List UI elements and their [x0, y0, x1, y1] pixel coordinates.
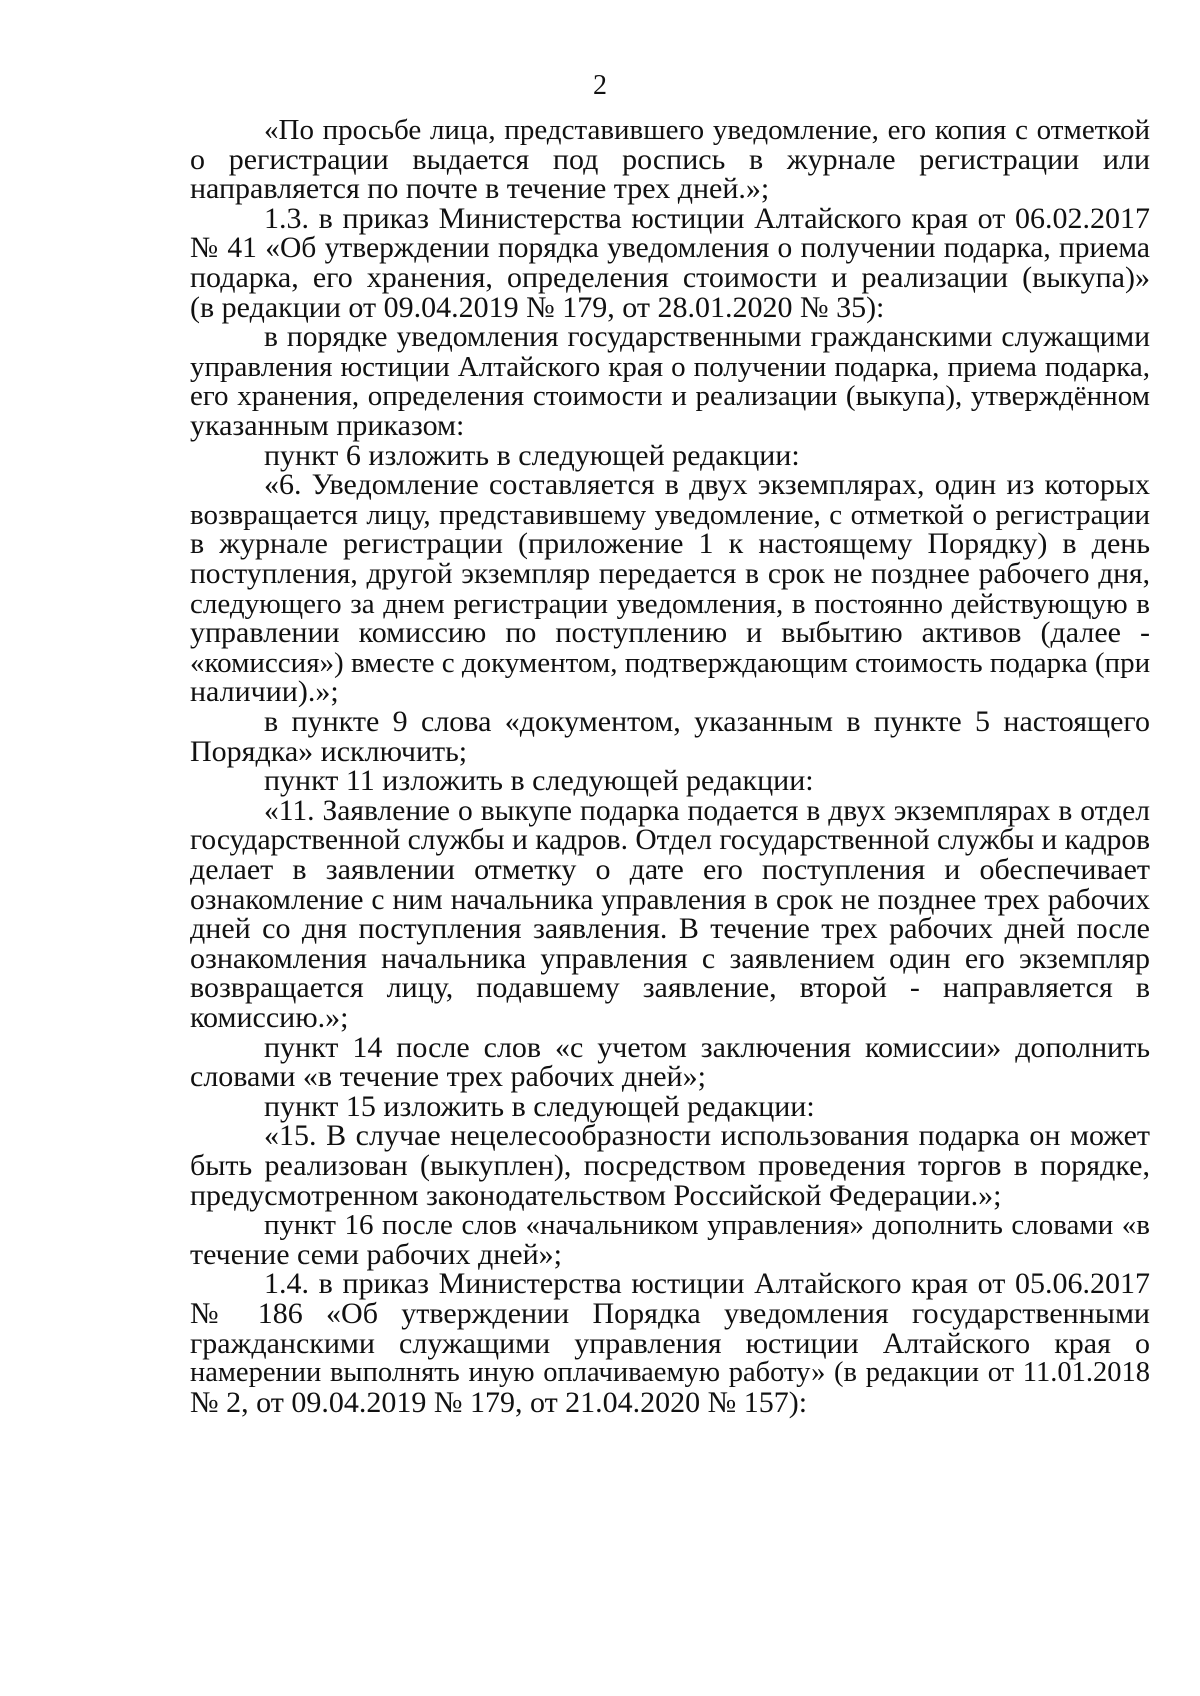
text-line: следующего за днем регистрации уведомления, в постоянно действующую в: [190, 587, 1150, 620]
text-line: пункт 16 после слов «начальником управления» дополнить словами «в: [264, 1209, 1150, 1242]
text-line: № 186 «Об утверждении Порядка уведомления государственными: [190, 1297, 1150, 1330]
text-line: пункт 11 изложить в следующей редакции:: [264, 764, 814, 798]
text-line: «15. В случае нецелесообразности использования подарка он может: [264, 1119, 1150, 1153]
text-line: в журнале регистрации (приложение 1 к настоящему Порядку) в день: [190, 527, 1150, 561]
text-line: № 2, от 09.04.2019 № 179, от 21.04.2020 № 157):: [190, 1385, 808, 1419]
text-line: указанным приказом:: [190, 409, 465, 442]
text-line: гражданскими служащими управления юстиции Алтайского края о: [190, 1326, 1150, 1360]
text-line: возвращается лицу, представившему уведомление, с отметкой о регистрации: [190, 498, 1150, 531]
text-line: управления юстиции Алтайского края о получении подарка, приема подарка,: [190, 350, 1150, 383]
text-line: намерении выполнять иную оплачиваемую работу» (в редакции от 11.01.2018: [190, 1357, 1150, 1389]
text-line: поступления, другой экземпляр передается в срок не позднее рабочего дня,: [190, 558, 1150, 590]
text-line: пункт 6 изложить в следующей редакции:: [264, 438, 800, 472]
text-line: течение семи рабочих дней»;: [190, 1237, 563, 1271]
text-line: (в редакции от 09.04.2019 № 179, от 28.01.2020 № 35):: [190, 290, 885, 324]
text-line: № 41 «Об утверждении порядка уведомления о получении подарка, приема: [190, 232, 1150, 265]
text-line: направляется по почте в течение трех дней.»;: [190, 172, 770, 206]
text-line: в пункте 9 слова «документом, указанным в пункте 5 настоящего: [264, 705, 1150, 738]
text-line: пункт 14 после слов «с учетом заключения комиссии» дополнить: [264, 1030, 1150, 1064]
text-line: пункт 15 изложить в следующей редакции:: [264, 1089, 815, 1123]
text-line: комиссию.»;: [190, 1001, 349, 1034]
text-line: делает в заявлении отметку о дате его поступления и обеспечивает: [190, 853, 1150, 886]
text-line: предусмотренном законодательством Российской Федерации.»;: [190, 1178, 1002, 1212]
text-line: «11. Заявление о выкупе подарка подается в двух экземплярах в отдел: [264, 794, 1150, 827]
text-line: «По просьбе лица, представившего уведомление, его копия с отметкой: [264, 114, 1150, 146]
text-line: управлении комиссию по поступлению и выбытию активов (далее -: [190, 616, 1150, 650]
text-line: 1.3. в приказ Министерства юстиции Алтайского края от 06.02.2017: [264, 201, 1150, 235]
text-line: 1.4. в приказ Министерства юстиции Алтайского края от 05.06.2017: [264, 1267, 1150, 1301]
text-line: ознакомление с ним начальника управления в срок не позднее трех рабочих: [190, 883, 1150, 916]
text-line: государственной службы и кадров. Отдел государственной службы и кадров: [190, 824, 1150, 857]
text-line: о регистрации выдается под роспись в журнале регистрации или: [190, 142, 1150, 176]
text-line: быть реализован (выкуплен), посредством проведения торгов в порядке,: [190, 1149, 1150, 1182]
text-line: Порядка» исключить;: [190, 734, 468, 768]
text-line: возвращается лицу, подавшему заявление, второй - направляется в: [190, 971, 1150, 1005]
text-line: подарка, его хранения, определения стоимости и реализации (выкупа)»: [190, 261, 1150, 294]
text-line: в порядке уведомления государственными гражданскими служащими: [264, 321, 1150, 354]
text-line: дней со дня поступления заявления. В течение трех рабочих дней после: [190, 912, 1150, 946]
text-line: его хранения, определения стоимости и реализации (выкупа), утверждённом: [190, 380, 1150, 413]
text-line: ознакомления начальника управления с заявлением один его экземпляр: [190, 941, 1150, 975]
text-line: наличии).»;: [190, 675, 339, 709]
text-line: «6. Уведомление составляется в двух экземплярах, один из которых: [264, 468, 1150, 502]
text-line: «комиссия») вместе с документом, подтверждающим стоимость подарка (при: [190, 646, 1151, 679]
text-line: словами «в течение трех рабочих дней»;: [190, 1060, 706, 1094]
page-number: 2: [593, 70, 607, 101]
